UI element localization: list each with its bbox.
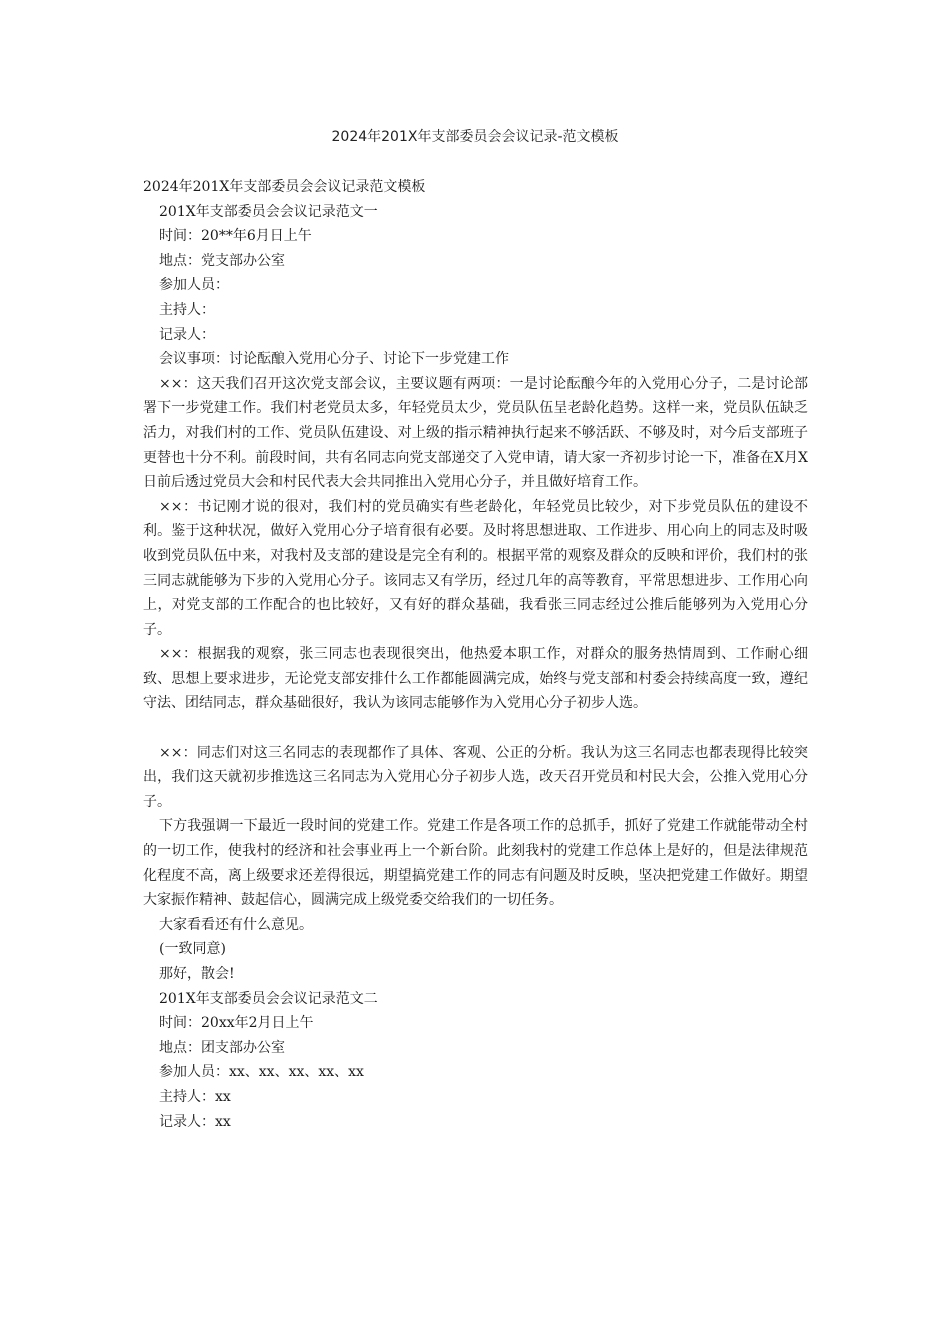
sample1-location: 地点：党支部办公室 xyxy=(159,252,285,269)
sample1-paragraph: ××：书记刚才说的很对，我们村的党员确实有些老龄化，年轻党员比较少，对下步党员队伍的建设不利。鉴于这种状况，做好入党用心分子培育很有必要。及时将思想进取、工作进步、用心向上的同志及时吸收到党员队伍中来，对我村及支部的建设是完全有利的。根据平常的观察及群众的反映和评价，我们村的张三同志就能够为下步的入党用心分子。该同志又有学历，经过几年的高等教育，平常思想进步、工作用心向上，对党支部的工作配合的也比较好，又有好的群众基础，我看张三同志经过公推后能够列为入党用心分子。 xyxy=(143,498,808,638)
sample2-host: 主持人：xx xyxy=(159,1088,231,1105)
sample1-attendees: 参加人员： xyxy=(159,277,229,294)
sample1-paragraph: ××：根据我的观察，张三同志也表现很突出，他热爱本职工作，对群众的服务热情周到、工作耐心细致、思想上要求进步，无论党支部安排什么工作都能圆满完成，始终与党支部和村委会持续高度一致，遵纪守法、团结同志，群众基础很好，我认为该同志能够作为入党用心分子初步人选。 xyxy=(143,646,808,712)
sample1-closing: 大家看看还有什么意见。 xyxy=(159,916,313,933)
sample1-time: 时间：20**年6月日上午 xyxy=(159,228,312,245)
blank-line xyxy=(143,716,808,741)
sample1-host: 主持人： xyxy=(159,301,215,318)
document-body xyxy=(143,175,808,1134)
document-heading: 2024年201X年支部委员会会议记录范文模板 xyxy=(143,179,426,195)
sample2-time: 时间：20xx年2月日上午 xyxy=(159,1015,314,1032)
sample1-title: 201X年支部委员会会议记录范文一 xyxy=(159,203,378,220)
sample1-recorder: 记录人： xyxy=(159,326,215,343)
sample1-paragraph: 下方我强调一下最近一段时间的党建工作。党建工作是各项工作的总抓手，抓好了党建工作就能带动全村的一切工作，使我村的经济和社会事业再上一个新台阶。此刻我村的党建工作总体上是好的，但是法律规范化程度不高，离上级要求还差得很远，期望搞党建工作的同志有问题及时反映，坚决把党建工作做好。期望大家振作精神、鼓起信心，圆满完成上级党委交给我们的一切任务。 xyxy=(143,818,808,909)
document-title: 2024年201X年支部委员会会议记录-范文模板 xyxy=(331,129,619,145)
sample2-location: 地点：团支部办公室 xyxy=(159,1039,285,1056)
sample1-agenda: 会议事项：讨论酝酿入党用心分子、讨论下一步党建工作 xyxy=(159,351,509,368)
sample2-title: 201X年支部委员会会议记录范文二 xyxy=(159,990,378,1007)
sample1-closing: 那好，散会! xyxy=(159,966,235,982)
sample2-recorder: 记录人：xx xyxy=(159,1113,231,1130)
sample2-attendees: 参加人员：xx、xx、xx、xx、xx xyxy=(159,1064,364,1081)
sample1-paragraph: ××：同志们对这三名同志的表现都作了具体、客观、公正的分析。我认为这三名同志也都表现得比较突出，我们这天就初步推选这三名同志为入党用心分子初步人选，改天召开党员和村民大会，公推入党用心分子。 xyxy=(143,744,808,810)
sample1-closing: (一致同意) xyxy=(159,941,226,958)
sample1-paragraph: ××：这天我们召开这次党支部会议，主要议题有两项：一是讨论酝酿今年的入党用心分子，二是讨论部署下一步党建工作。我们村老党员太多，年轻党员太少，党员队伍呈老龄化趋势。这样一来，党员队伍缺乏活力，对我们村的工作、党员队伍建设、对上级的指示精神执行起来不够活跃、不够及时，对今后支部班子更替也十分不利。前段时间，共有名同志向党支部递交了入党申请，请大家一齐初步讨论一下，准备在X月X日前后透过党员大会和村民代表大会共同推出入党用心分子，并且做好培育工作。 xyxy=(143,375,808,491)
